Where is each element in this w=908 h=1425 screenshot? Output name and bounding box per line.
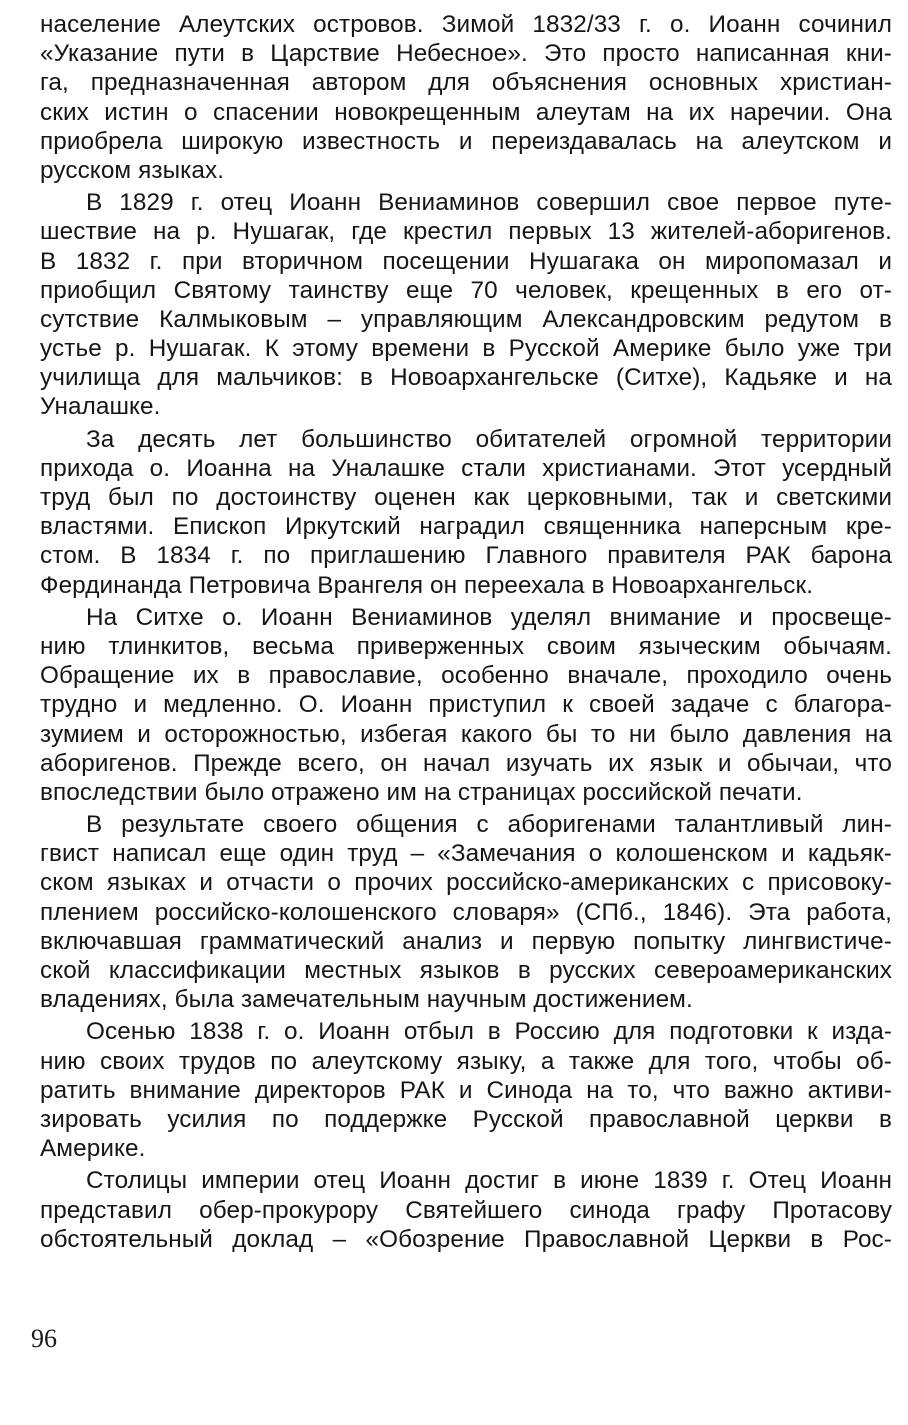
paragraph	[40, 425, 892, 600]
text-line: плением российско-колошенского словаря» (СПб., 1846). Эта работа,	[40, 898, 892, 926]
text-line: аборигенов. Прежде всего, он начал изучать их язык и обычаи, что	[40, 749, 892, 777]
text-line: население Алеутских островов. Зимой 1832/33 г. о. Иоанн сочинил	[40, 11, 892, 38]
paragraph	[40, 188, 892, 422]
text-line: ской классификации местных языков в русских североамериканских	[40, 957, 892, 984]
text-line: включавшая грамматический анализ и первую попытку лингвистиче-	[40, 927, 892, 955]
text-line: ратить внимание директоров РАК и Синода на то, что важно активи-	[40, 1076, 892, 1104]
text-line: училища для мальчиков: в Новоархангельске (Ситхе), Кадьяке и на	[40, 364, 892, 392]
paragraph	[40, 1017, 892, 1163]
text-line: приобрела широкую известность и переиздавалась на алеутском и	[40, 127, 892, 155]
text-line: Столицы империи отец Иоанн достиг в июне 1839 г. Отец Иоанн	[86, 1167, 892, 1195]
text-line: «Указание пути в Царствие Небесное». Это просто написанная кни-	[40, 40, 892, 68]
paragraph	[40, 603, 892, 807]
text-line: властями. Епископ Иркутский наградил священника наперсным кре-	[40, 513, 892, 541]
text-line: нию своих трудов по алеутскому языку, а также для того, чтобы об-	[40, 1047, 892, 1075]
text-line: стом. В 1834 г. по приглашению Главного правителя РАК барона	[40, 542, 892, 570]
text-line: Фердинанда Петровича Врангеля он переехала в Новоархангельск.	[40, 571, 814, 599]
text-line: владениях, была замечательным научным достижением.	[40, 986, 693, 1014]
text-line: устье р. Нушагак. К этому времени в Русской Америке было уже три	[40, 335, 892, 363]
text-line: трудно и медленно. О. Иоанн приступил к своей задаче с благора-	[40, 691, 892, 719]
text-line: труд был по достоинству оценен как церковными, так и светскими	[40, 484, 892, 511]
text-line: га, предназначенная автором для объяснения основных христиан-	[40, 69, 892, 97]
text-line: Обращение их в православие, особенно вначале, проходило очень	[40, 662, 892, 690]
text-line: На Ситхе о. Иоанн Вениаминов уделял внимание и просвеще-	[86, 603, 892, 631]
paragraph	[40, 1166, 892, 1254]
text-line: представил обер-прокурору Святейшего синода графу Протасову	[40, 1196, 892, 1224]
text-line: русском языках.	[40, 156, 225, 184]
text-line: ских истин о спасении новокрещенным алеутам на их наречии. Она	[40, 98, 892, 126]
text-line: ском языках и отчасти о прочих российско-американских с присовоку-	[40, 869, 892, 897]
text-line: прихода о. Иоанна на Уналашке стали христианами. Этот усердный	[40, 454, 892, 482]
text-line: В 1832 г. при вторичном посещении Нушагака он миропомазал и	[40, 247, 892, 275]
text-line: приобщил Святому таинству еще 70 человек, крещенных в его от-	[40, 276, 892, 304]
text-line: шествие на р. Нушагак, где крестил первых 13 жителей-аборигенов.	[40, 218, 892, 246]
text-line: Осенью 1838 г. о. Иоанн отбыл в Россию для подготовки к изда-	[86, 1018, 892, 1046]
text-line: Уналашке.	[40, 393, 161, 421]
paragraph	[40, 810, 892, 1014]
page-number: 96	[31, 1324, 57, 1353]
text-line: В 1829 г. отец Иоанн Вениаминов совершил свое первое путе-	[86, 189, 892, 217]
text-line: За десять лет большинство обитателей огромной территории	[86, 425, 892, 453]
body-text	[40, 10, 892, 1257]
text-line: сутствие Калмыковым – управляющим Александровским редутом в	[40, 305, 892, 333]
text-line: обстоятельный доклад – «Обозрение Православной Церкви в Рос-	[40, 1225, 892, 1253]
text-line: гвист написал еще один труд – «Замечания о колошенском и кадьяк-	[40, 840, 892, 868]
text-line: впоследствии было отражено им на страницах российской печати.	[40, 778, 803, 806]
text-line: В результате своего общения с аборигенами талантливый лин-	[86, 811, 892, 839]
text-line: Америке.	[40, 1135, 146, 1163]
text-line: зировать усилия по поддержке Русской православной церкви в	[40, 1105, 892, 1133]
text-line: нию тлинкитов, весьма приверженных своим языческим обычаям.	[40, 632, 892, 660]
text-line: зумием и осторожностью, избегая какого бы то ни было давления на	[40, 720, 892, 748]
paragraph	[40, 10, 892, 185]
